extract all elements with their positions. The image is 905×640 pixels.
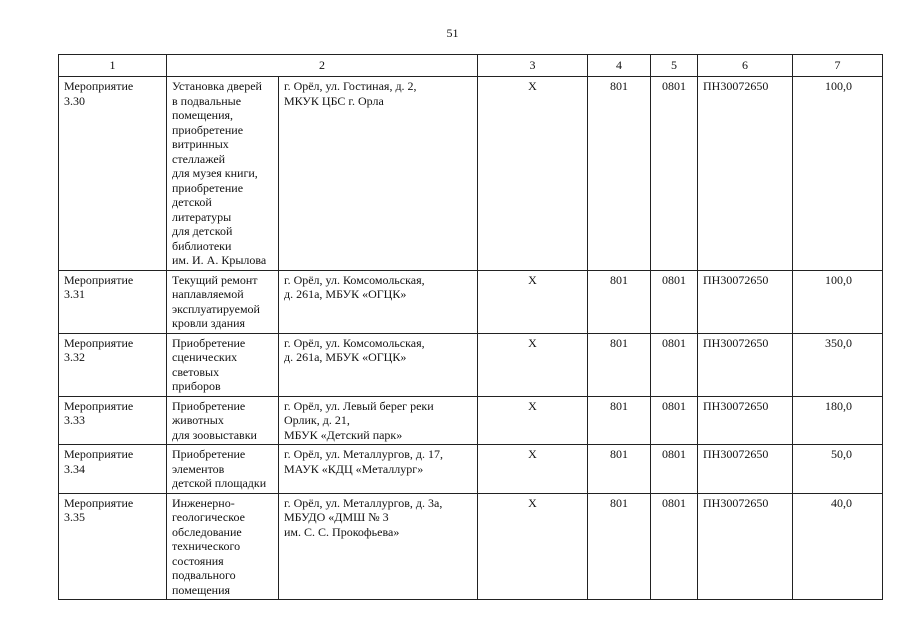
description-cell: Приобретение элементов детской площадки xyxy=(167,445,279,494)
event-cell: Мероприятие 3.34 xyxy=(59,445,167,494)
col4-cell: 801 xyxy=(588,445,651,494)
col5-cell: 0801 xyxy=(651,270,698,333)
event-cell: Мероприятие 3.35 xyxy=(59,493,167,600)
event-cell: Мероприятие 3.30 xyxy=(59,77,167,271)
col6-cell: ПН30072650 xyxy=(698,333,793,396)
col7-cell: 100,0 xyxy=(793,270,883,333)
header-cell-2: 2 xyxy=(167,55,478,77)
col3-cell: X xyxy=(478,493,588,600)
col5-cell: 0801 xyxy=(651,77,698,271)
page-number: 51 xyxy=(446,26,459,40)
col6-cell: ПН30072650 xyxy=(698,396,793,445)
col5-cell: 0801 xyxy=(651,333,698,396)
table-row xyxy=(59,333,883,396)
table-row xyxy=(59,445,883,494)
col7-cell: 40,0 xyxy=(793,493,883,600)
col4-cell: 801 xyxy=(588,333,651,396)
col3-cell: X xyxy=(478,333,588,396)
table-row xyxy=(59,396,883,445)
col4-cell: 801 xyxy=(588,270,651,333)
event-cell: Мероприятие 3.32 xyxy=(59,333,167,396)
header-cell-6: 6 xyxy=(698,55,793,77)
table-row xyxy=(59,493,883,600)
description-cell: Приобретение животных для зоовыставки xyxy=(167,396,279,445)
col5-cell: 0801 xyxy=(651,493,698,600)
col7-cell: 180,0 xyxy=(793,396,883,445)
col7-cell: 100,0 xyxy=(793,77,883,271)
address-cell: г. Орёл, ул. Металлургов, д. 3а, МБУДО «ДМШ № 3 им. С. С. Прокофьева» xyxy=(279,493,478,600)
header-cell-4: 4 xyxy=(588,55,651,77)
col3-cell: X xyxy=(478,396,588,445)
description-cell: Текущий ремонт наплавляемой эксплуатируемой кровли здания xyxy=(167,270,279,333)
address-cell: г. Орёл, ул. Комсомольская, д. 261а, МБУК «ОГЦК» xyxy=(279,333,478,396)
description-cell: Установка дверей в подвальные помещения, приобретение витринных стеллажей для музея книги, приобретение детской литературы для детской библиотеки им. И. А. Крылова xyxy=(167,77,279,271)
col3-cell: X xyxy=(478,270,588,333)
header-cell-7: 7 xyxy=(793,55,883,77)
header-cell-5: 5 xyxy=(651,55,698,77)
col3-cell: X xyxy=(478,77,588,271)
address-cell: г. Орёл, ул. Левый берег реки Орлик, д. 21, МБУК «Детский парк» xyxy=(279,396,478,445)
col6-cell: ПН30072650 xyxy=(698,77,793,271)
col5-cell: 0801 xyxy=(651,445,698,494)
header-cell-3: 3 xyxy=(478,55,588,77)
address-cell: г. Орёл, ул. Металлургов, д. 17, МАУК «КДЦ «Металлург» xyxy=(279,445,478,494)
event-cell: Мероприятие 3.33 xyxy=(59,396,167,445)
description-cell: Инженерно- геологическое обследование технического состояния подвального помещения xyxy=(167,493,279,600)
col3-cell: X xyxy=(478,445,588,494)
description-cell: Приобретение сценических световых приборов xyxy=(167,333,279,396)
col4-cell: 801 xyxy=(588,493,651,600)
budget-table xyxy=(58,54,883,600)
col7-cell: 350,0 xyxy=(793,333,883,396)
col4-cell: 801 xyxy=(588,77,651,271)
table-row xyxy=(59,77,883,271)
event-cell: Мероприятие 3.31 xyxy=(59,270,167,333)
col4-cell: 801 xyxy=(588,396,651,445)
address-cell: г. Орёл, ул. Гостиная, д. 2, МКУК ЦБС г. Орла xyxy=(279,77,478,271)
col6-cell: ПН30072650 xyxy=(698,445,793,494)
col7-cell: 50,0 xyxy=(793,445,883,494)
header-cell-1: 1 xyxy=(59,55,167,77)
address-cell: г. Орёл, ул. Комсомольская, д. 261а, МБУК «ОГЦК» xyxy=(279,270,478,333)
col5-cell: 0801 xyxy=(651,396,698,445)
col6-cell: ПН30072650 xyxy=(698,493,793,600)
header-row xyxy=(59,55,883,77)
col6-cell: ПН30072650 xyxy=(698,270,793,333)
table-row xyxy=(59,270,883,333)
